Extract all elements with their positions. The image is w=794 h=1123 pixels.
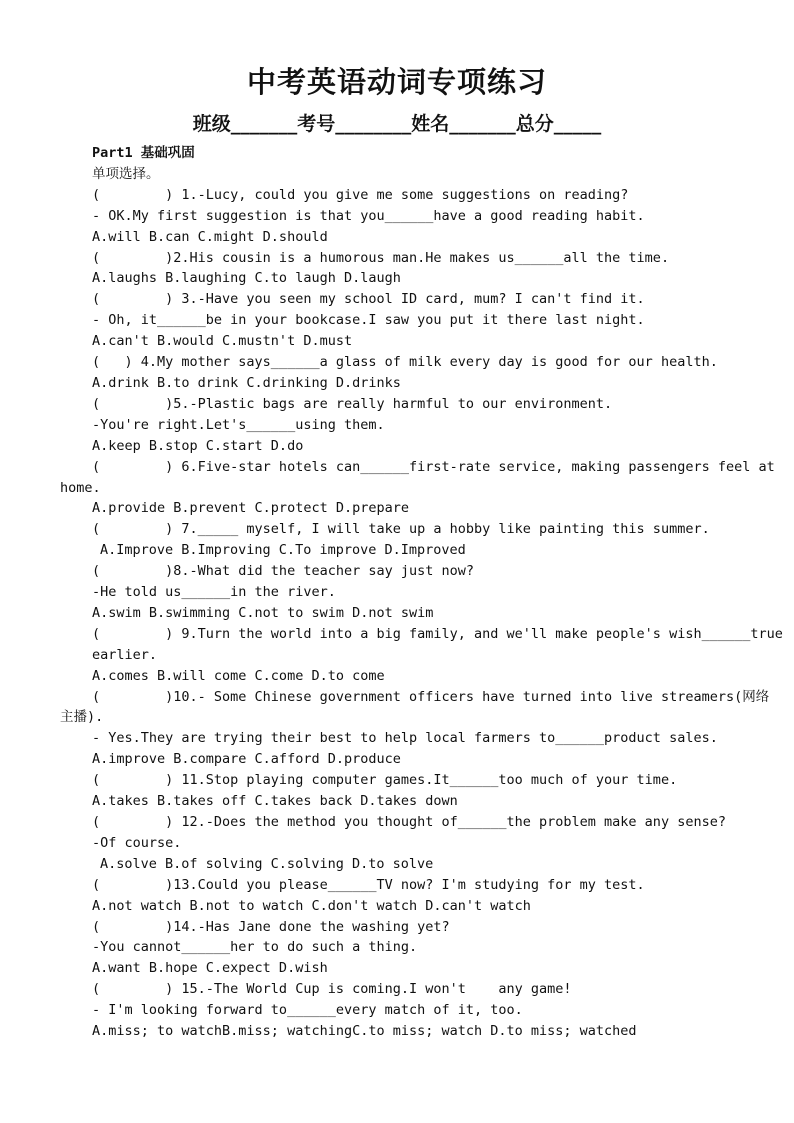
question-10-dialogue: - Yes.They are trying their best to help local farmers to______product sales. — [92, 730, 718, 747]
question-10: ( )10.- Some Chinese government officers have turned into live streamers(网络 — [92, 688, 770, 705]
exercise-content — [60, 143, 783, 1042]
question-8-dialogue: -He told us______in the river. — [92, 584, 336, 601]
question-3: ( ) 3.-Have you seen my school ID card, mum? I can't find it. — [92, 291, 645, 308]
question-6: ( ) 6.Five-star hotels can______first-rate service, making passengers feel at — [92, 458, 775, 475]
question-1-options: A.will B.can C.might D.should — [92, 228, 328, 245]
question-8-options: A.swim B.swimming C.not to swim D.not swim — [92, 604, 434, 621]
question-3-dialogue: - Oh, it______be in your bookcase.I saw you put it there last night. — [92, 312, 645, 329]
question-5-options: A.keep B.stop C.start D.do — [92, 437, 304, 454]
question-15-dialogue: - I'm looking forward to______every match of it, too. — [92, 1002, 523, 1019]
question-12: ( ) 12.-Does the method you thought of______the problem make any sense? — [92, 814, 726, 830]
question-7-options: A.Improve B.Improving C.To improve D.Improved — [100, 542, 466, 559]
question-8: ( )8.-What did the teacher say just now? — [92, 563, 475, 580]
question-9-options: A.comes B.will come C.come D.to come — [92, 667, 385, 684]
question-7: ( ) 7._____ myself, I will take up a hobby like painting this summer. — [92, 521, 710, 538]
question-2: ( )2.His cousin is a humorous man.He makes us______all the time. — [92, 249, 670, 266]
question-14-options: A.want B.hope C.expect D.wish — [92, 960, 328, 977]
question-9: ( ) 9.Turn the world into a big family, and we'll make people's wish______true — [92, 625, 783, 642]
question-15-options: A.miss; to watchB.miss; watchingC.to miss; watch D.to miss; watched — [92, 1023, 637, 1040]
question-12-dialogue: -Of course. — [92, 834, 182, 851]
question-5-dialogue: -You're right.Let's______using them. — [92, 416, 385, 433]
part-heading: Part1 基础巩固 — [92, 145, 195, 161]
question-2-options: A.laughs B.laughing C.to laugh D.laugh — [92, 270, 401, 287]
question-1: ( ) 1.-Lucy, could you give me some suggestions on reading? — [92, 186, 629, 203]
student-info-line: 班级_______考号________姓名_______总分_____ — [192, 113, 602, 135]
question-12-options: A.solve B.of solving C.solving D.to solve — [100, 855, 434, 872]
question-3-options: A.can't B.would C.mustn't D.must — [92, 333, 353, 350]
question-9-continued: earlier. — [92, 646, 158, 663]
question-6-continued: home. — [60, 479, 101, 496]
question-11: ( ) 11.Stop playing computer games.It______too much of your time. — [92, 772, 678, 789]
question-13-options: A.not watch B.not to watch C.don't watch D.can't watch — [92, 897, 531, 914]
question-4-options: A.drink B.to drink C.drinking D.drinks — [92, 374, 401, 391]
question-4: ( ) 4.My mother says______a glass of milk every day is good for our health. — [92, 354, 718, 371]
page-title: 中考英语动词专项练习 — [246, 65, 547, 99]
question-14-dialogue: -You cannot______her to do such a thing. — [92, 939, 418, 956]
question-14: ( )14.-Has Jane done the washing yet? — [92, 918, 450, 935]
question-1-dialogue: - OK.My first suggestion is that you______have a good reading habit. — [92, 207, 645, 224]
question-6-options: A.provide B.prevent C.protect D.prepare — [92, 500, 409, 517]
section-label: 单项选择。 — [92, 165, 160, 182]
question-10-continued: 主播). — [60, 709, 104, 726]
question-5: ( )5.-Plastic bags are really harmful to our environment. — [92, 395, 613, 412]
question-11-options: A.takes B.takes off C.takes back D.takes down — [92, 793, 458, 810]
question-15: ( ) 15.-The World Cup is coming.I won't any game! — [92, 981, 572, 998]
question-10-options: A.improve B.compare C.afford D.produce — [92, 751, 401, 768]
question-13: ( )13.Could you please______TV now? I'm studying for my test. — [92, 876, 645, 893]
